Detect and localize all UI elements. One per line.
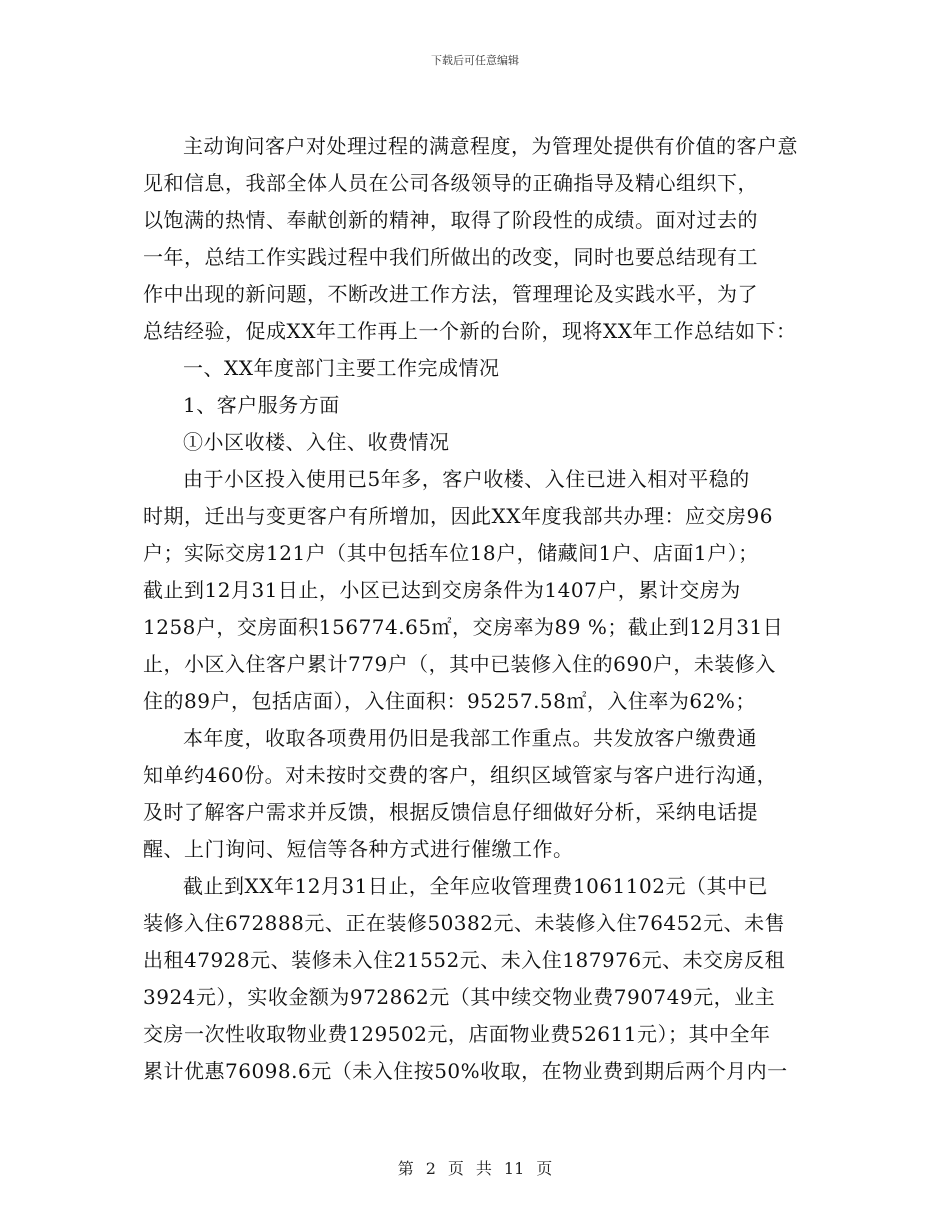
document-body	[143, 128, 833, 1090]
text-line: 由于小区投入使用已5年多，客户收楼、入住已进入相对平稳的	[183, 467, 750, 491]
page-footer	[0, 1156, 950, 1179]
text-line: 醒、上门询问、短信等各种方式进行催缴工作。	[143, 837, 574, 861]
text-line: 总结经验，促成XX年工作再上一个新的台阶，现将XX年工作总结如下：	[143, 319, 797, 343]
text-line: 住的89户，包括店面），入住面积：95257.58㎡，入住率为62%；	[143, 689, 756, 713]
paragraph-fee-summary	[143, 868, 833, 1090]
page-label: 第	[397, 1159, 414, 1178]
text-line: 主动询问客户对处理过程的满意程度，为管理处提供有价值的客户意	[183, 134, 798, 158]
text-line: 止，小区入住客户累计779户（，其中已装修入住的690户，未装修入	[143, 652, 776, 676]
text-line: 及时了解客户需求并反馈，根据反馈信息仔细做好分析，采纳电话提	[143, 800, 758, 824]
text-line: ①小区收楼、入住、收费情况	[183, 430, 450, 454]
page-unit: 页	[447, 1159, 464, 1178]
text-line: 以饱满的热情、奉献创新的精神，取得了阶段性的成绩。面对过去的	[143, 208, 758, 232]
total-label: 共	[475, 1159, 492, 1178]
total-pages: 11	[503, 1159, 525, 1178]
text-line: 知单约460份。对未按时交费的客户，组织区域管家与客户进行沟通，	[143, 763, 778, 787]
text-line: 一年，总结工作实践过程中我们所做出的改变，同时也要总结现有工	[143, 245, 758, 269]
heading-section-1	[143, 350, 833, 387]
text-line: 装修入住672888元、正在装修50382元、未装修入住76452元、未售	[143, 911, 786, 935]
paragraph-fee-collection	[143, 720, 833, 868]
total-unit: 页	[536, 1159, 553, 1178]
text-line: 本年度，收取各项费用仍旧是我部工作重点。共发放客户缴费通	[183, 726, 757, 750]
page-header: 下载后可任意编辑	[431, 54, 519, 67]
text-line: 见和信息，我部全体人员在公司各级领导的正确指导及精心组织下，	[143, 171, 758, 195]
text-line: 1258户，交房面积156774.65㎡，交房率为89 %；截止到12月31日	[143, 615, 784, 639]
text-line: 出租47928元、装修未入住21552元、未入住187976元、未交房反租	[143, 948, 786, 972]
text-line: 作中出现的新问题，不断改进工作方法，管理理论及实践水平，为了	[143, 282, 758, 306]
text-line: 累计优惠76098.6元（未入住按50%收取，在物业费到期后两个月内一	[143, 1059, 788, 1083]
text-line: 截止到XX年12月31日止，全年应收管理费1061102元（其中已	[183, 874, 768, 898]
page-number: 2	[425, 1159, 436, 1178]
text-line: 交房一次性收取物业费129502元，店面物业费52611元）；其中全年	[143, 1022, 771, 1046]
heading-handover-occupancy	[143, 424, 833, 461]
paragraph-handover-stats	[143, 461, 833, 720]
text-line: 1、客户服务方面	[183, 393, 340, 417]
paragraph-intro	[143, 128, 833, 350]
heading-customer-service	[143, 387, 833, 424]
text-line: 时期，迁出与变更客户有所增加，因此XX年度我部共办理：应交房96	[143, 504, 773, 528]
text-line: 一、XX年度部门主要工作完成情况	[183, 356, 500, 380]
text-line: 户；实际交房121户（其中包括车位18户，储藏间1户、店面1户）；	[143, 541, 759, 565]
text-line: 3924元），实收金额为972862元（其中续交物业费790749元，业主	[143, 985, 776, 1009]
text-line: 截止到12月31日止，小区已达到交房条件为1407户，累计交房为	[143, 578, 741, 602]
